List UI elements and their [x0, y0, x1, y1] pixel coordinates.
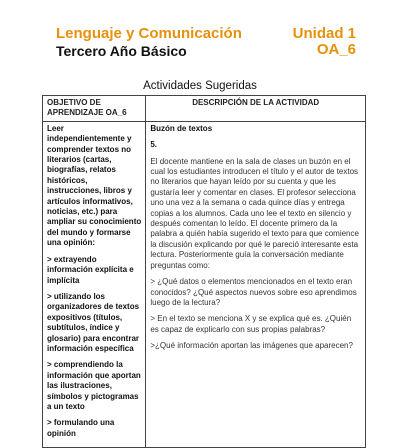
activity-question: > ¿Qué datos o elementos mencionados en el texto eran conocidos? ¿Qué aspectos nuevos sobre eso aprendimos luego de la lectura? — [150, 277, 357, 307]
subject-title: Lenguaje y Comunicación — [56, 25, 242, 42]
activity-question: >¿Qué información aportan las imágenes que aparecen? — [150, 341, 353, 351]
table-header-row — [43, 96, 366, 122]
objective-cell — [43, 121, 146, 447]
objective-column-header: OBJETIVO DE APRENDIZAJE OA_6 — [43, 96, 146, 122]
header-left — [56, 26, 242, 59]
grade-title: Tercero Año Básico — [56, 43, 187, 59]
section-title: Actividades Sugeridas — [143, 80, 257, 92]
activities-table — [42, 95, 366, 448]
unit-title: Unidad 1 — [292, 25, 356, 42]
description-column-header: DESCRIPCIÓN DE LA ACTIVIDAD — [146, 96, 366, 122]
objective-bullet: > extrayendo información explícita e implícita — [47, 254, 134, 285]
activity-title: Buzón de textos — [150, 123, 213, 133]
activity-question: > En el texto se menciona X y se explica qué es. ¿Quién es capaz de explicarlo con sus propias palabras? — [150, 314, 352, 334]
objective-text: Leer independientemente y comprender textos no literarios (cartas, biografías, relatos históricos, instrucciones, libros y artículos informativos, noticias, etc.) para ampliar su conocimiento del mundo y formarse una opinión: — [47, 123, 142, 248]
table-row — [43, 121, 366, 447]
objective-bullet: > utilizando los organizadores de textos expositivos (títulos, subtítulos, índice y glosario) para encontrar información específica — [47, 291, 140, 353]
description-cell — [146, 121, 366, 447]
objective-bullet: > comprendiendo la información que aportan las ilustraciones, símbolos y pictogramas a un texto — [47, 360, 141, 411]
activity-body: El docente mantiene en la sala de clases un buzón en el cual los estudiantes introducen el título y el autor de textos no literarios que hayan leído por su cuenta y que les gustaría leer y comentar en clases. El profesor selecciona uno una vez a la semana o cada quince días y entrega copias a los alumnos. Cada uno lee el texto en silencio y después comentan lo leído. El docente primero da la palabra a quién había sugerido el texto para que comience la discusión explicando por qué le pareció interesante esta lectura. Posteriormente guía la conversación mediante preguntas como: — [150, 156, 359, 270]
objective-bullet: > formulando una opinión — [47, 418, 115, 438]
activity-number: 5. — [150, 140, 158, 150]
oa-code: OA_6 — [316, 41, 356, 58]
header-right — [293, 26, 356, 58]
